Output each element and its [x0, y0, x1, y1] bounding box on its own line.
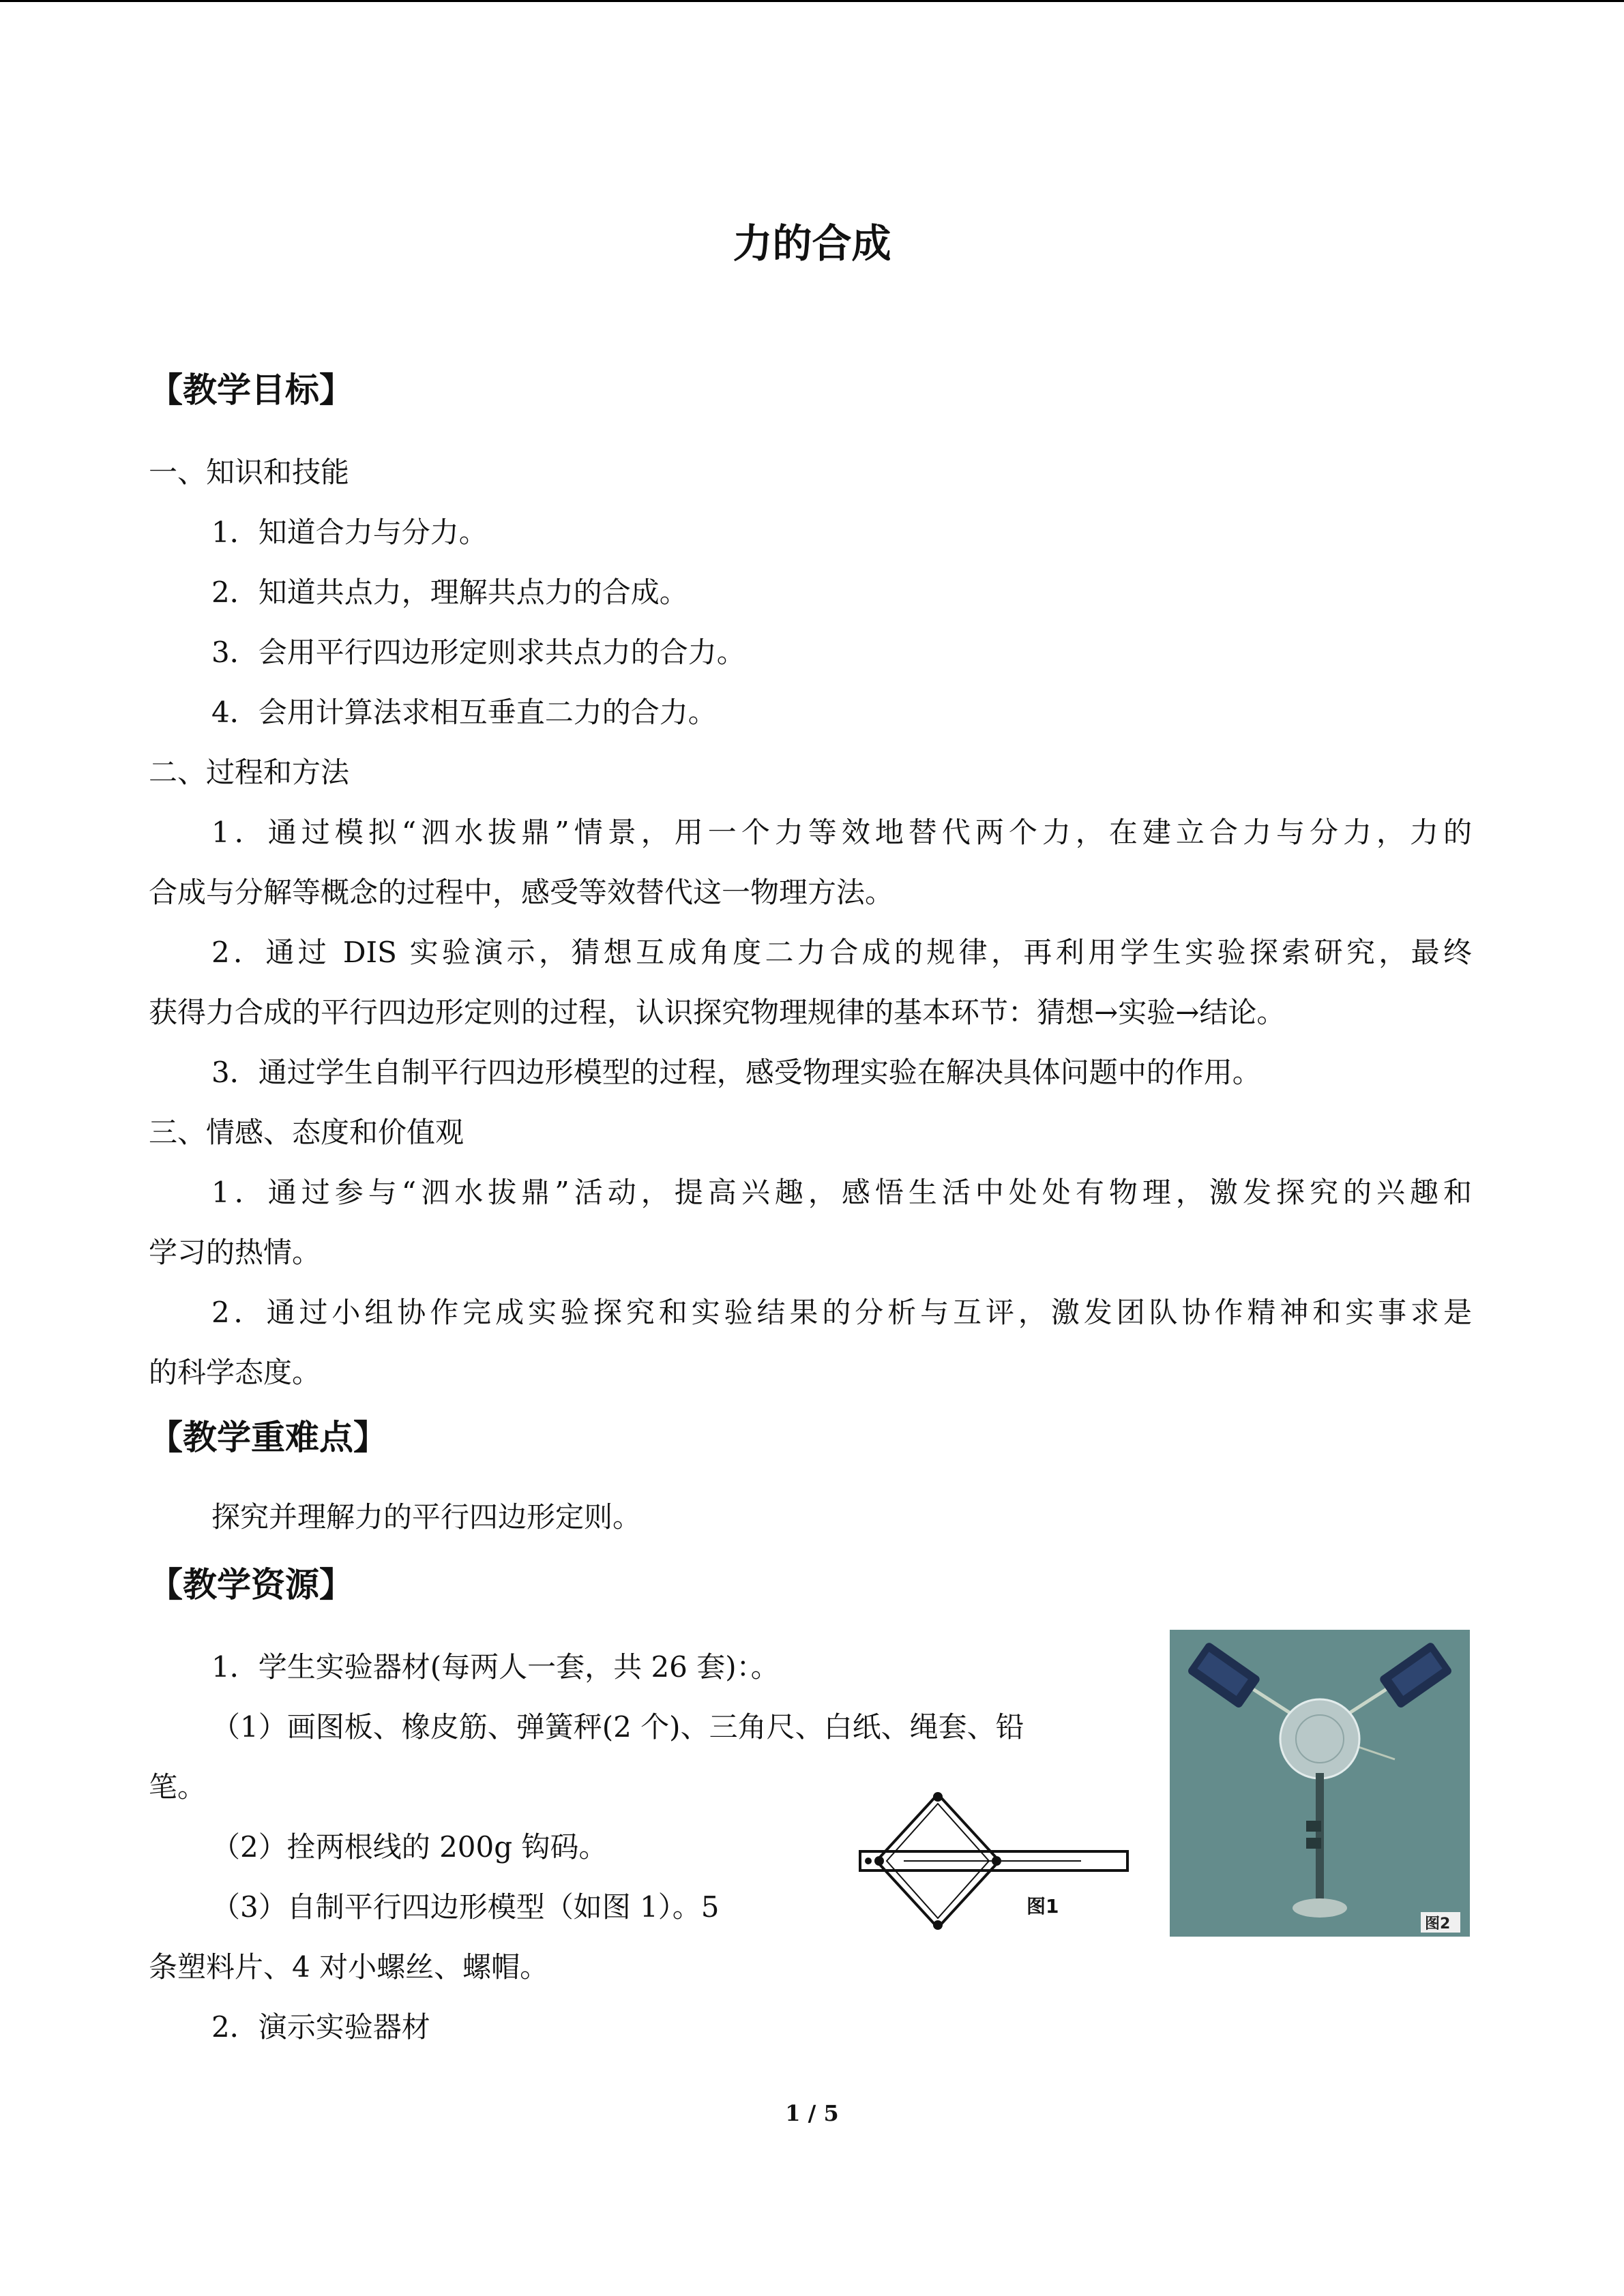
goals-part1-item: 2．知道共点力，理解共点力的合成。: [211, 576, 688, 609]
goals-part2-item3: 3．通过学生自制平行四边形模型的过程，感受物理实验在解决具体问题中的作用。: [211, 1056, 1261, 1089]
figure-1-parallelogram-model: [856, 1783, 1136, 1947]
goals-part2-heading: 二、过程和方法: [149, 756, 350, 789]
goals-part2-item2-line2: 获得力合成的平行四边形定则的过程，认识探究物理规律的基本环节：猜想→实验→结论。: [149, 996, 1286, 1029]
key-points-text: 探究并理解力的平行四边形定则。: [211, 1500, 642, 1534]
goals-part2-item1-line1: 1．通过模拟“泗水拔鼎”情景，用一个力等效地替代两个力，在建立合力与分力，力的: [211, 816, 1472, 849]
goals-part1-item: 3．会用平行四边形定则求共点力的合力。: [211, 636, 745, 669]
goals-part2-item2-line1: 2．通过 DIS 实验演示，猜想互成角度二力合成的规律，再利用学生实验探索研究，最终: [211, 936, 1472, 969]
goals-part1-item: 4．会用计算法求相互垂直二力的合力。: [211, 696, 717, 729]
resources-sub2: （2）拴两根线的 200g 钩码。: [211, 1830, 608, 1864]
resources-sub1-line2: 笔。: [149, 1770, 207, 1804]
figure-1-label: 图1: [1027, 1895, 1059, 1918]
goals-part3-item2-line2: 的科学态度。: [149, 1356, 321, 1389]
goals-part1-item: 1．知道合力与分力。: [211, 516, 488, 549]
goals-part2-item1-line2: 合成与分解等概念的过程中，感受等效替代这一物理方法。: [149, 876, 894, 909]
resources-item2: 2．演示实验器材: [211, 2010, 430, 2044]
resources-sub3-line2: 条塑料片、4 对小螺丝、螺帽。: [149, 1950, 549, 1984]
section-heading-key-points: 【教学重难点】: [149, 1418, 387, 1457]
goals-part3-heading: 三、情感、态度和价值观: [149, 1116, 464, 1149]
goals-part3-item2-line1: 2．通过小组协作完成实验探究和实验结果的分析与互评，激发团队协作精神和实事求是: [211, 1296, 1472, 1329]
goals-part1-heading: 一、知识和技能: [149, 456, 350, 489]
goals-part3-item1-line1: 1．通过参与“泗水拔鼎”活动，提高兴趣，感悟生活中处处有物理，激发探究的兴趣和: [211, 1176, 1472, 1209]
document-title: 力的合成: [733, 220, 891, 267]
figure-2-demo-apparatus-photo: [1170, 1630, 1470, 1937]
section-heading-resources: 【教学资源】: [149, 1565, 353, 1605]
figure-2-label: 图2: [1425, 1915, 1451, 1933]
resources-sub1-line1: （1）画图板、橡皮筋、弹簧秤(2 个)、三角尺、白纸、绳套、铅: [211, 1710, 1024, 1744]
page-number: 1 / 5: [785, 2100, 839, 2126]
section-heading-goals: 【教学目标】: [149, 370, 353, 410]
top-border: [0, 0, 1624, 2]
resources-item1: 1．学生实验器材(每两人一套，共 26 套)：。: [211, 1650, 780, 1684]
goals-part3-item1-line2: 学习的热情。: [149, 1236, 321, 1269]
resources-sub3-line1: （3）自制平行四边形模型（如图 1）。5: [211, 1890, 720, 1924]
